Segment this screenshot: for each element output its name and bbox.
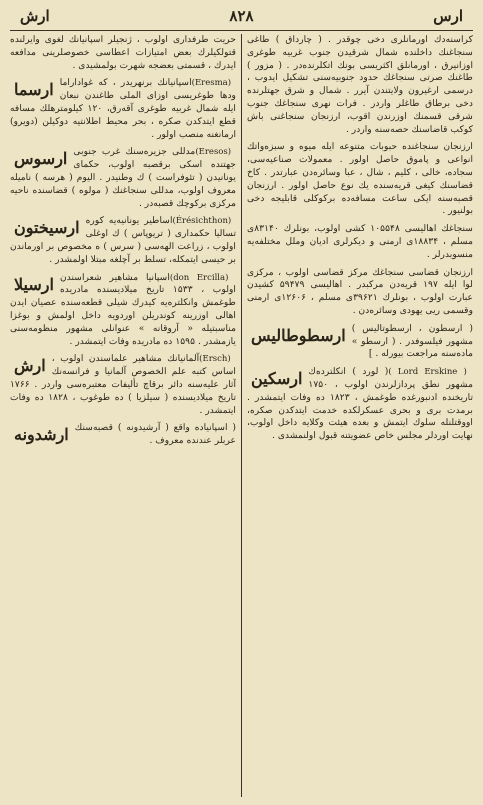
entry-text: ( لورد ) انكلترده‌ك مشهور نطق پردازلرندن اولوب ، ۱۷۵۰ تاريخنده ادنبورغده طوغمش ، ۱۸۲۳ ده وفات ايتمشدر . برمدت برى و بحرى عسكرلكده خدمت ايتدكدن صكره، اووقتلنله سلوك ايتمش و بعده هيئت وكلايه داخل اولوب، نهايت اوردلر مجلس خاص عضويتنه قبول اولنمشدى .: [247, 366, 473, 442]
entry-headword: ارسيلا: [14, 274, 54, 294]
dictionary-entry: [10, 272, 236, 349]
entry-latin-name: (Eresma): [191, 78, 236, 89]
entry-latin-name: (don Ercilla): [169, 272, 236, 283]
entry-text: ( اسپانياده واقع ( آرشيدونه ) قصبه‌سنك عربلر عندنده معروف .: [74, 422, 236, 447]
dictionary-entry: [247, 223, 473, 261]
dictionary-entry: [247, 141, 473, 218]
header-right-title: ارس: [433, 7, 463, 25]
dictionary-entry: [10, 215, 236, 266]
right-column: [247, 34, 473, 799]
entry-text: ( ارسطون ، ارسطوتاليس ) مشهور فيلسوفدر . ( ارسطو » ماده‌سنه مراجعت بيورله . ]: [351, 322, 473, 360]
entry-latin-name: ( Lord Erskine ): [388, 367, 473, 378]
dictionary-entry: [247, 323, 473, 361]
dictionary-entry: [247, 366, 473, 443]
entry-text: اسپانيانك برنهريدر ، كه غواداراما ودها طوغريسى اوزاى الملى طاغندن نبعان ايله شمال غربيه طوغرى آقه‌رق، ۱۲۰ كيلومترهلك مسافه قطع ايتدكدن صكره ، بحر محيط اطلانتيه دوكيلن (دويرو) ارمانغنه منصب اولور .: [10, 77, 236, 140]
dictionary-entry: [247, 267, 473, 318]
header-left-title: ارش: [20, 7, 50, 25]
entry-text: اساطير يونانيه‌يه كوره تساليا حكمدارى ( تريوپاس ) ك اوغلى اولوب ، زراعت الهه‌سى ( سرس ) ه مخصوص بر اورماندن بر حيسى ايتمكله، تسلط بر آچلغه مبتلا اولمشدر .: [10, 215, 236, 265]
dictionary-entry: [10, 353, 236, 417]
left-column: [10, 34, 236, 799]
page-number: ۸۲۸: [229, 7, 254, 25]
entry-headword: ارسكين: [251, 369, 303, 389]
entry-headword: ارشدونه: [14, 425, 69, 445]
entry-latin-name: (Ersch): [199, 354, 236, 365]
entry-text: ارزنجان قضاسى سنجاغك مركز قضاسى اولوب ، مركزى لوا ايله ۱۹۷ قريه‌دن مركبدر . اهاليسى ۵۹۴۷۹ كشيدن عبارت اولوب ، بونلرك ۳۹۶۲۱ى مسلم ، ۱۲۶۰۶ى ارمنى وقسمى ريى يهودى وسائره‌دن .: [247, 266, 473, 316]
dictionary-entry: [10, 34, 236, 72]
entry-latin-name: (Eresos): [195, 147, 236, 158]
dictionary-entry: [10, 146, 236, 210]
entry-headword: ارسما: [14, 80, 54, 100]
entry-text: آلمانيانك مشاهير علماسندن اولوب ، اساس كتبه علم الخصوص آلمانيا و فرانسه‌نك آثار عليه‌سنه دائر برقاچ تأليفات معتبره‌سى واردر . ۱۷۶۶ تاريخ ميلاديسنده ( سيلزيا ) ده طوغوب ، ۱۸۲۸ ده وفات ايتمشدر .: [10, 353, 236, 416]
entry-text: اسپانيا مشاهير شعراسندن اولوب ، ۱۵۳۳ تاريخ ميلاديسنده مادريده طوغمش وانكلتره‌يه كيدرك شيلى قطعه‌سنده عصيان ايدن اهالى اوزرينه كوندريلن اوردويه داخل اولمش و بوغزا مناسبتيله « آروقانه » عنوانلى مشهور منظومه‌سنى يازمشدر . ۱۵۹۵ ده مادريده وفات ايتمشدر .: [10, 271, 236, 347]
entry-text: كراسنه‌دك اورمانلرى دخى چوقدر . ( چارداق ) طاغى سنجاغنك داخلنده شمال شرقيدن جنوب غربيه طوغرى اوزانيرق ، اورمانلق اكثريسى بونك اتكلرنده‌در . ( مزور ) طاغنك صرتى سنجاغك حدود جنوبيه‌سنى تشكيل ايدوب ، درسمى ارغيرون ولايتندن آيرر . شمال و شرق جهتلرنده دخى برطاق طاغلر واردر . فرات نهرى سنجاغك جنوب شرقى قسمنك اوزرندن اقوب، ارزنجان سنجاغنى باش كوكب قاضاسنك حصه‌سنه واردر .: [247, 34, 473, 135]
entry-text: حريت طرفدارى اولوب ، ژنجيلر اسپانيانك لغوى وايرلنده قتولكيلرك بعض امتيازات اعطاسى خصوصلرينى مدافعه ايدرك ، قسمتى بعضجه شهرت بولمشيدى .: [10, 34, 236, 71]
entry-text: ارزنجان سنجاغنده حبوبات متنوعه ايله ميوه و سبزه‌واتك انواعى و پاموق حاصل اولور . معمولات صناعيه‌سى، سجاده، خالى ، كليم ، شال ، عبا وسائره‌دن عبارتدر . كاخ قضاسنك كيغى قريه‌سنده يك نوع حاصل اولور . ارزنجان قصبه‌سنه ايكى ساعت مسافه‌ده بركوكلى قابليجه دخى بولنيور .: [247, 141, 473, 217]
entry-text: سنجاغك اهاليسى ۱۰۵۵۴۸ كشى اولوب، بونلرك ۸۳۱۴۰ى مسلم ، ۱۸۸۳۴ى ارمنى و ديكرلرى اديان وملل مختلفه‌يه منسوبدرلر .: [247, 223, 473, 260]
entry-headword: ارسطوطاليس: [251, 325, 346, 345]
entry-latin-name: (Érésichthon): [172, 216, 236, 227]
dictionary-entry: [10, 422, 236, 448]
dictionary-entry: [10, 77, 236, 141]
dictionary-entry: [247, 34, 473, 136]
column-divider: [241, 34, 242, 797]
entry-headword: ارسوس: [14, 149, 68, 169]
entry-text: مدللى جزيره‌سنك غرب جنوبى جهتنده اسكى برقصبه اولوب، حكماى يونانيدن ( تئوفراست ) ك وطنيدر . اليوم ( هرسه ) ناميله معروف اولوب، مدللى سنجاغنك ( مولوه ) قضاسنده ناحيه مركزى بركوچك قصبه‌در .: [10, 146, 236, 209]
entry-headword: ارش: [14, 356, 46, 376]
entry-headword: ارسيختون: [14, 218, 80, 238]
page-header: [10, 4, 473, 31]
